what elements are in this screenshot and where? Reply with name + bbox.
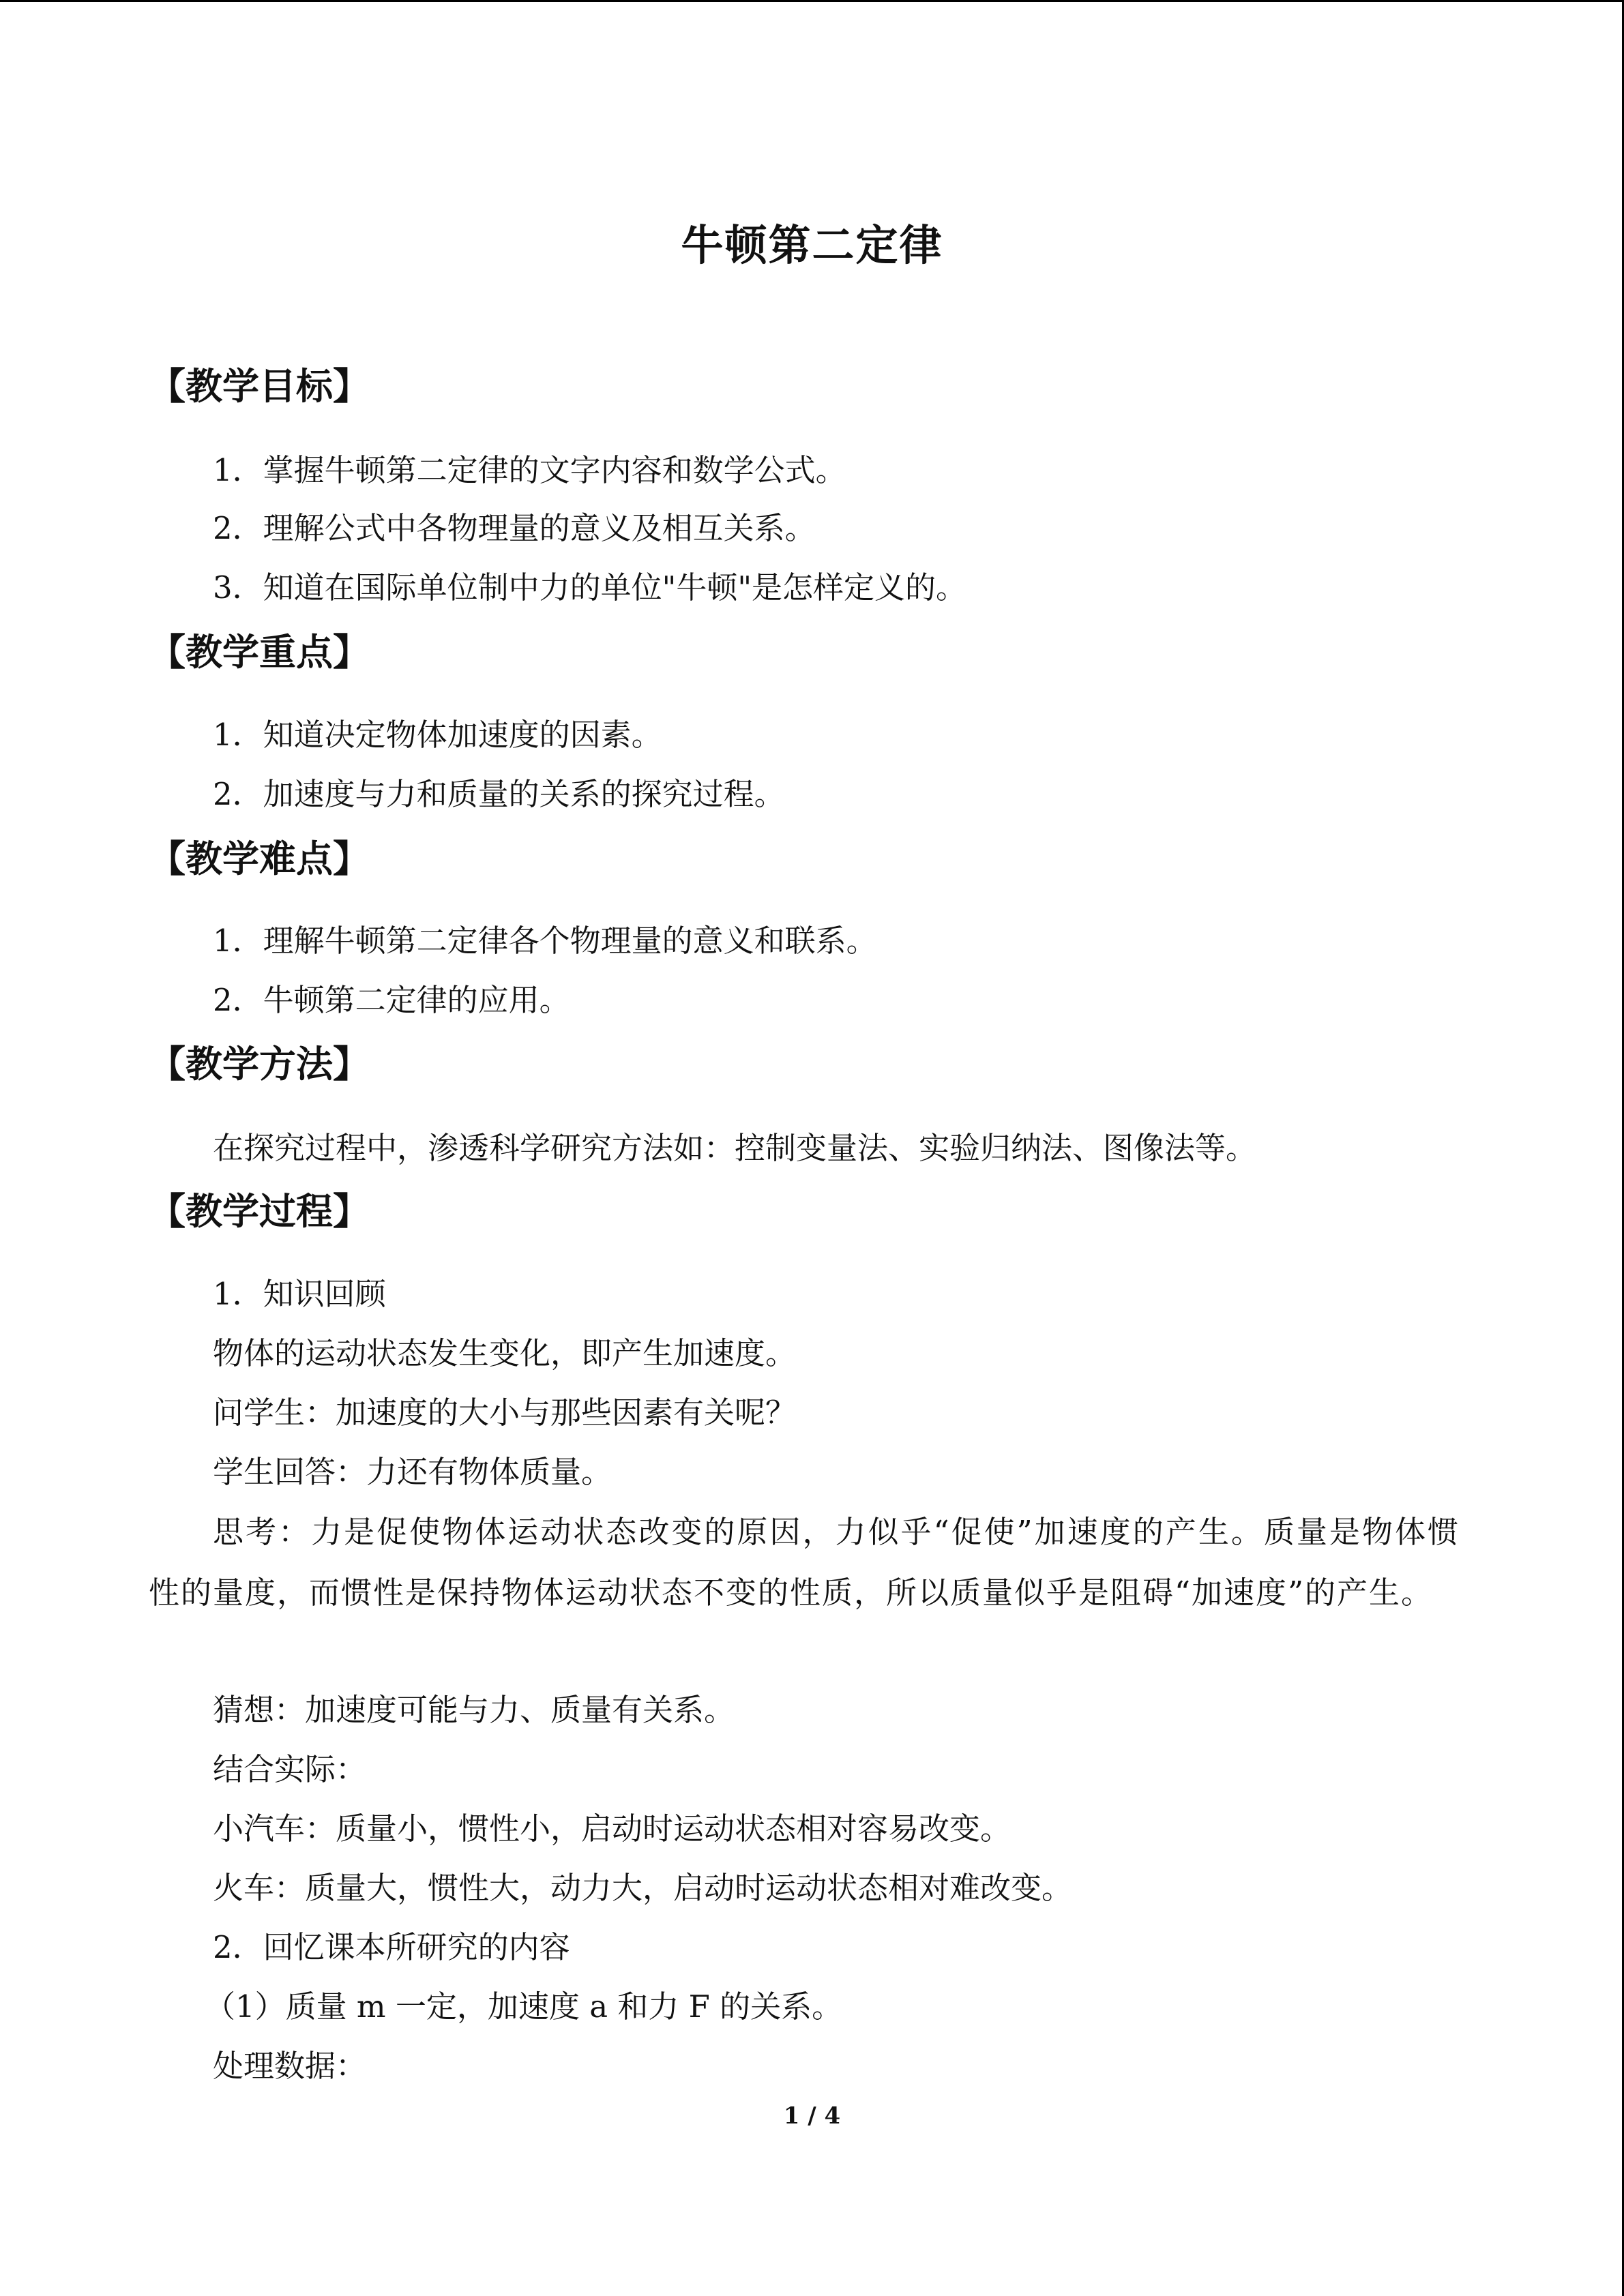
process-line-2: 物体的运动状态发生变化，即产生加速度。: [213, 1335, 797, 1371]
key-point-item-2: 2．加速度与力和质量的关系的探究过程。: [213, 776, 785, 812]
process-line-1: 1．知识回顾: [213, 1276, 386, 1312]
key-point-item-1: 1．知道决定物体加速度的因素。: [213, 717, 662, 753]
objective-item-1: 1．掌握牛顿第二定律的文字内容和数学公式。: [213, 452, 846, 488]
process-line-10: （1）质量 m 一定，加速度 a 和力 F 的关系。: [205, 1988, 843, 2025]
process-line-5: 猜想：加速度可能与力、质量有关系。: [213, 1692, 735, 1728]
section-heading-process: 【教学过程】: [149, 1190, 370, 1233]
process-line-11: 处理数据：: [213, 2048, 367, 2084]
difficulty-item-1: 1．理解牛顿第二定律各个物理量的意义和联系。: [213, 923, 877, 959]
section-heading-objectives: 【教学目标】: [149, 365, 370, 408]
process-line-6: 结合实际：: [213, 1751, 367, 1787]
process-line-4: 学生回答：力还有物体质量。: [213, 1454, 612, 1490]
objective-item-3: 3．知道在国际单位制中力的单位"牛顿"是怎样定义的。: [213, 569, 967, 606]
section-heading-key-points: 【教学重点】: [149, 631, 370, 674]
process-line-7: 小汽车：质量小，惯性小，启动时运动状态相对容易改变。: [213, 1810, 1012, 1847]
process-line-9: 2．回忆课本所研究的内容: [213, 1929, 570, 1965]
methods-text: 在探究过程中，渗透科学研究方法如：控制变量法、实验归纳法、图像法等。: [213, 1130, 1257, 1166]
difficulty-item-2: 2．牛顿第二定律的应用。: [213, 982, 570, 1018]
section-heading-methods: 【教学方法】: [149, 1043, 370, 1086]
process-line-8: 火车：质量大，惯性大，动力大，启动时运动状态相对难改变。: [213, 1870, 1073, 1906]
page-number: 1 / 4: [783, 2102, 841, 2130]
process-thinking-paragraph: 思考：力是促使物体运动状态改变的原因，力似乎“促使”加速度的产生。质量是物体惯性的量度，而惯性是保持物体运动状态不变的性质，所以质量似乎是阻碍“加速度”的产生。: [149, 1514, 1460, 1611]
document-title: 牛顿第二定律: [681, 220, 943, 270]
section-heading-difficulties: 【教学难点】: [149, 837, 370, 880]
objective-item-2: 2．理解公式中各物理量的意义及相互关系。: [213, 510, 816, 546]
process-line-3: 问学生：加速度的大小与那些因素有关呢？: [213, 1395, 797, 1431]
